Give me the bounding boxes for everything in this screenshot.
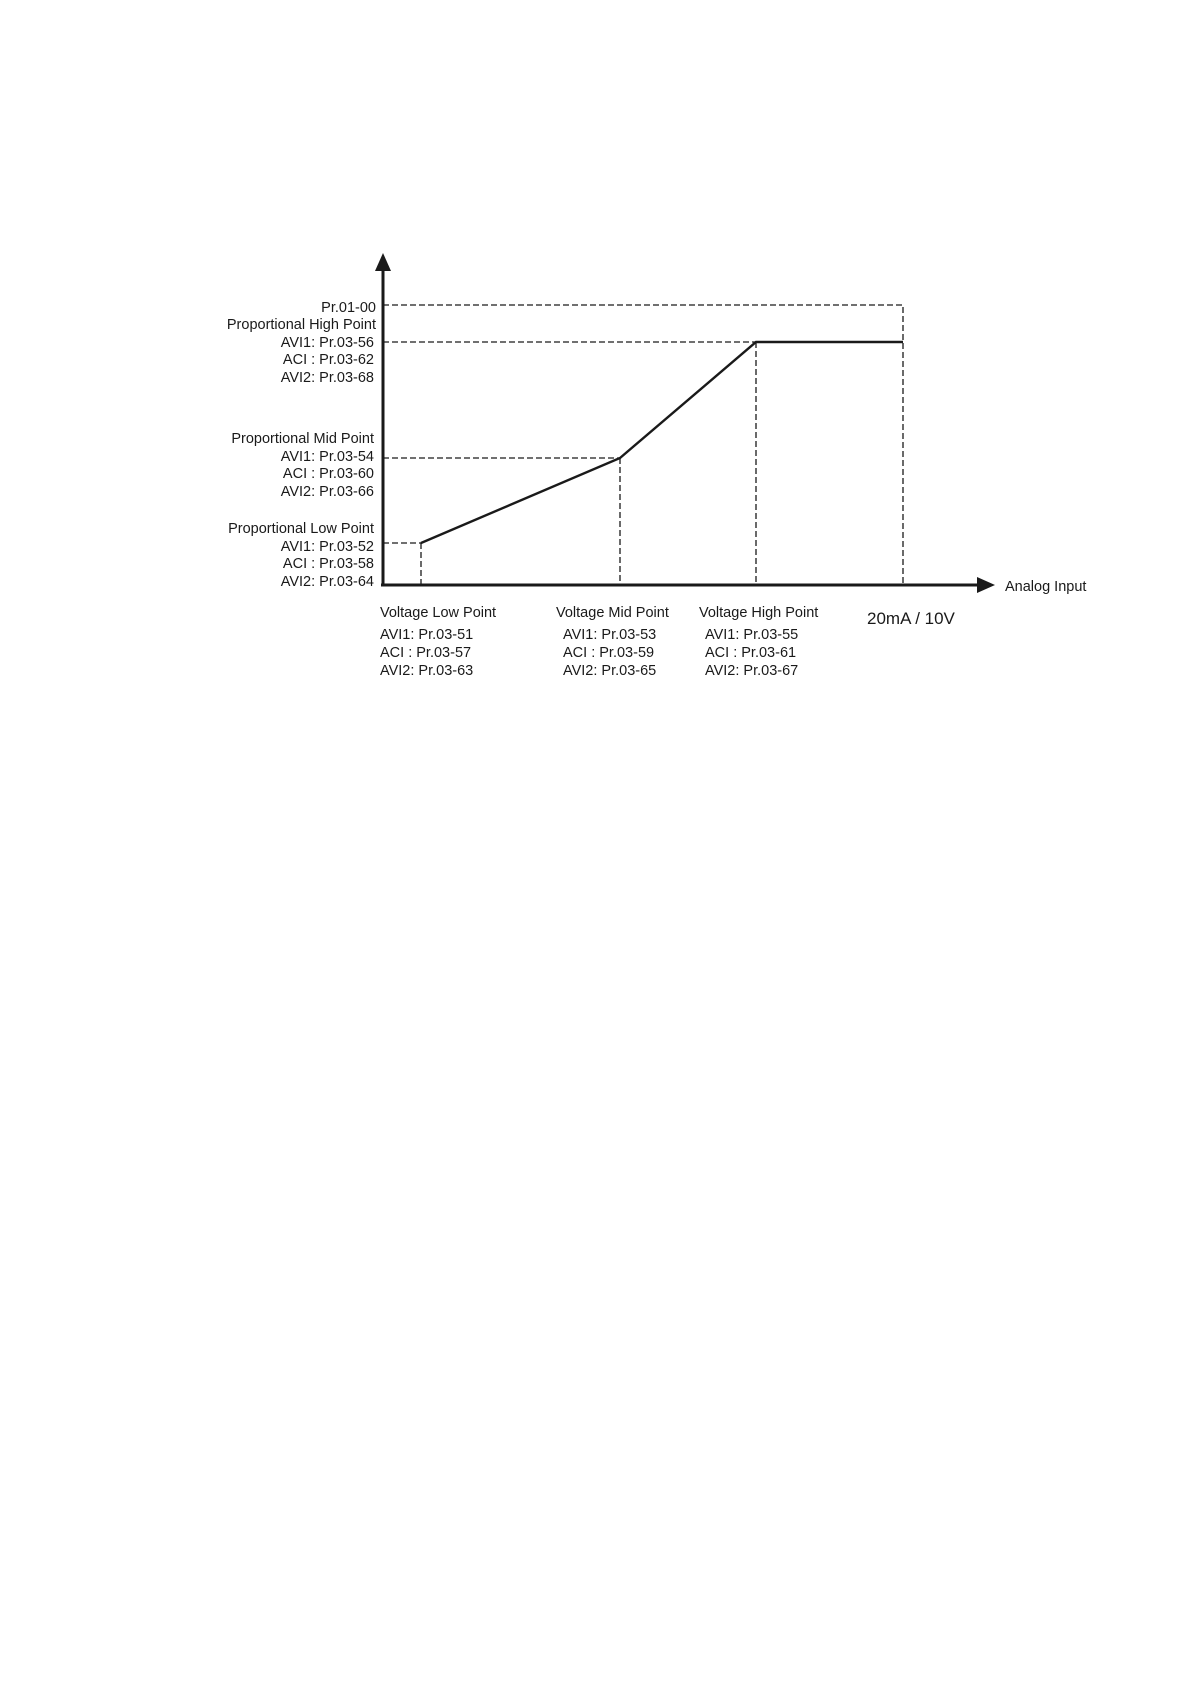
y-high-line-avi1: AVI1: Pr.03-56	[280, 335, 374, 351]
x-axis-arrowhead	[977, 577, 995, 593]
x-low-line-aci: ACI : Pr.03-57	[380, 645, 472, 661]
x-mid-line-avi2: AVI2: Pr.03-65	[563, 663, 657, 679]
y-high-title: Proportional High Point	[226, 317, 376, 333]
x-low-title: Voltage Low Point	[380, 605, 497, 621]
guide-max-frame	[383, 305, 903, 585]
y-low-line-avi1: AVI1: Pr.03-52	[280, 539, 374, 555]
x-high-line-aci: ACI : Pr.03-61	[705, 645, 797, 661]
x-axis-title: Analog Input	[1005, 579, 1087, 595]
y-mid-title: Proportional Mid Point	[231, 431, 374, 447]
y-low-line-avi2: AVI2: Pr.03-64	[280, 574, 374, 590]
x-max-label: 20mA / 10V	[867, 609, 955, 628]
y-axis-arrowhead	[375, 253, 391, 271]
y-mid-line-avi2: AVI2: Pr.03-66	[280, 484, 374, 500]
x-high-line-avi1: AVI1: Pr.03-55	[705, 627, 799, 643]
y-low-line-aci: ACI : Pr.03-58	[282, 556, 374, 572]
y-max-label: Pr.01-00	[321, 300, 376, 316]
x-mid-title: Voltage Mid Point	[556, 605, 669, 621]
y-mid-line-aci: ACI : Pr.03-60	[282, 466, 374, 482]
x-low-line-avi2: AVI2: Pr.03-63	[380, 663, 474, 679]
y-high-line-avi2: AVI2: Pr.03-68	[280, 370, 374, 386]
x-mid-line-aci: ACI : Pr.03-59	[563, 645, 655, 661]
x-mid-line-avi1: AVI1: Pr.03-53	[563, 627, 657, 643]
y-mid-line-avi1: AVI1: Pr.03-54	[280, 449, 374, 465]
x-low-line-avi1: AVI1: Pr.03-51	[380, 627, 474, 643]
x-high-title: Voltage High Point	[699, 605, 819, 621]
x-high-line-avi2: AVI2: Pr.03-67	[705, 663, 799, 679]
y-high-line-aci: ACI : Pr.03-62	[282, 352, 374, 368]
characteristic-curve	[421, 342, 903, 543]
y-low-title: Proportional Low Point	[228, 521, 374, 537]
